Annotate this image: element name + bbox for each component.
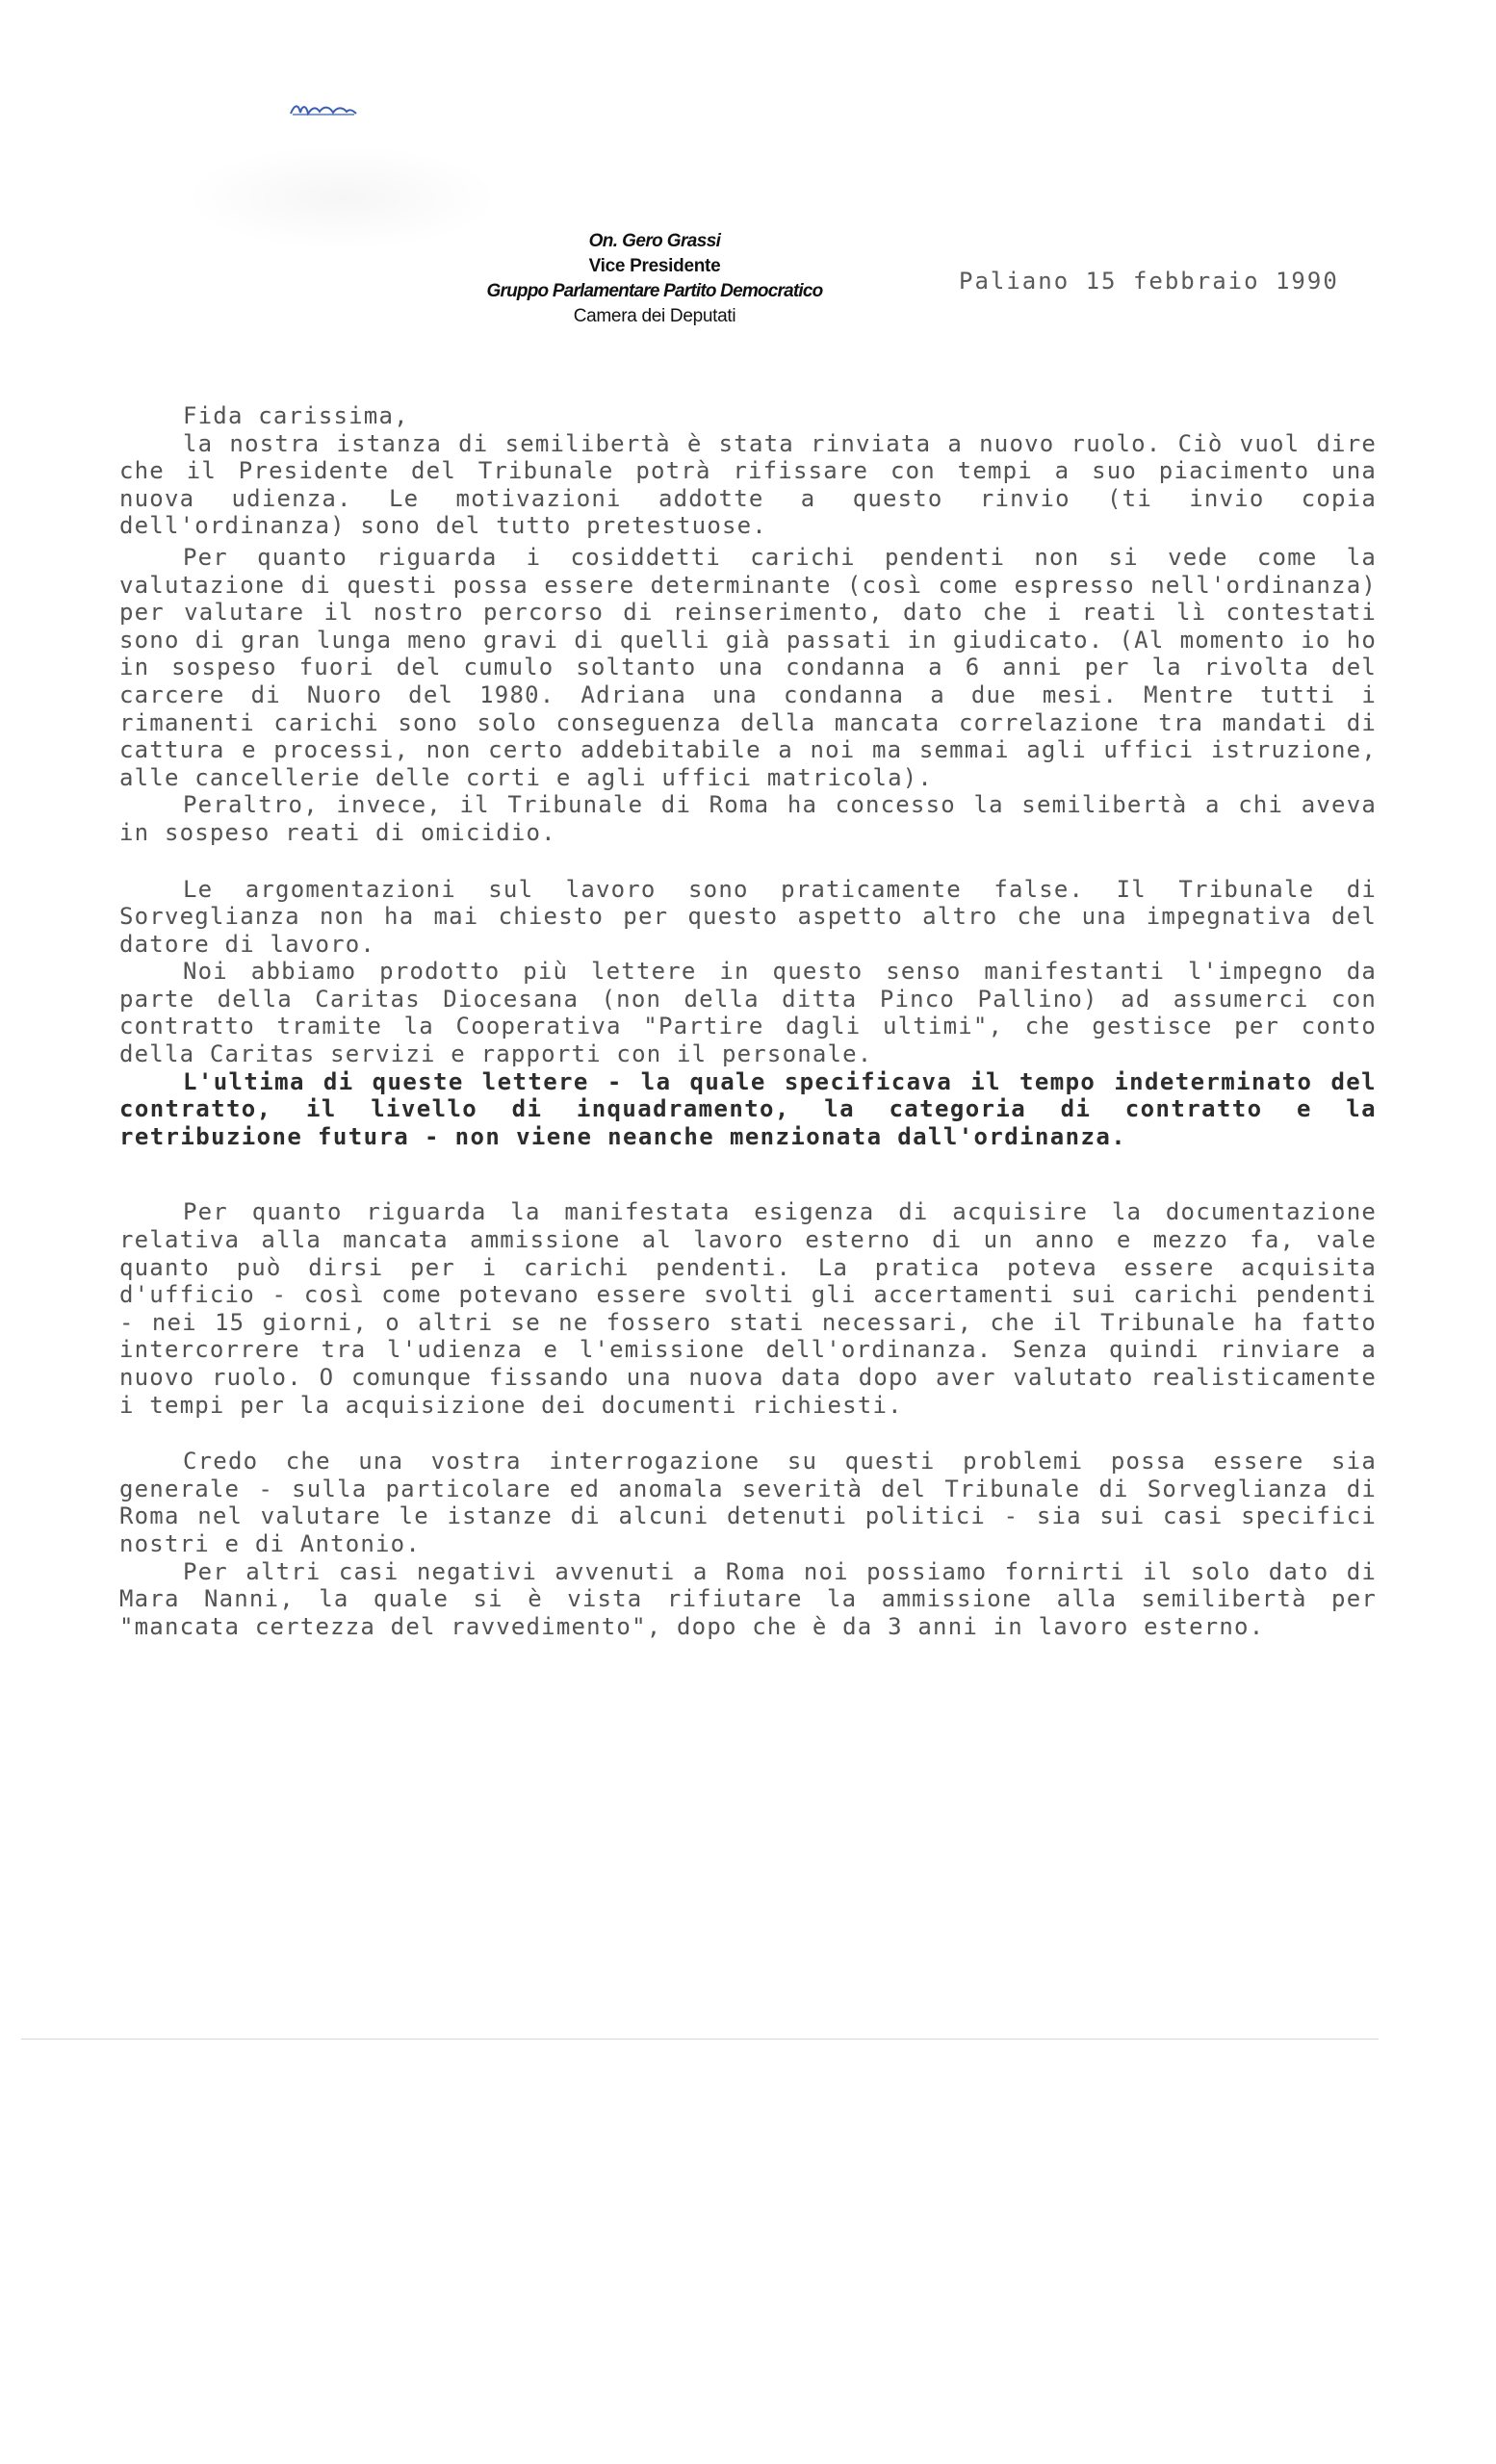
letterhead-name: On. Gero Grassi — [588, 231, 721, 251]
letter-paragraph: Noi abbiamo prodotto più lettere in questo senso manifestanti l'impegno da parte della Caritas Diocesana (non della ditta Pinco Pallino) ad assumerci con contratto tramite la Cooperativa "Partire dagli ultimi", che gestisce per conto della Caritas servizi e rapporti con il personale. — [119, 958, 1377, 1068]
letterhead-group: Gruppo Parlamentare Partito Democratico — [486, 281, 823, 301]
letter-paragraph-bold: L'ultima di queste lettere - la quale specificava il tempo indeterminato del contratto, il livello di inquadramento, la categoria di contratto e la retribuzione futura - non viene neanche menzionata dall'ordinanza. — [119, 1067, 1377, 1150]
letter-paragraph: la nostra istanza di semilibertà è stata rinviata a nuovo ruolo. Ciò vuol dire che il Presidente del Tribunale potrà rifissare con tempi a suo piacimento una nuova udienza. Le motivazioni addotte a questo rinvio (ti invio copia dell'ordinanza) sono del tutto pretestuose. — [119, 429, 1377, 540]
scan-edge-line — [21, 2039, 1379, 2040]
letter-paragraph: Per quanto riguarda i cosiddetti carichi pendenti non si vede come la valutazione di questi possa essere determinante (così come espresso nell'ordinanza) per valutare il nostro percorso di reinserimento, dato che i reati lì contestati sono di gran lunga meno gravi di quelli già passati in giudicato. (Al momento io ho in sospeso fuori del cumulo soltanto una condanna a 6 anni per la rivolta del carcere di Nuoro del 1980. Adriana una condanna a due mesi. Mentre tutti i rimanenti carichi sono solo conseguenza della mancata correlazione tra mandati di cattura e processi, non certo addebitabile a noi ma semmai agli uffici istruzione, alle cancellerie delle corti e agli uffici matricola). — [119, 543, 1377, 791]
letterhead — [366, 229, 943, 329]
ink-stamp-mark — [289, 100, 358, 117]
letter-paragraph: Per altri casi negativi avvenuti a Roma noi possiamo fornirti il solo dato di Mara Nanni, la quale si è vista rifiutare la ammissione alla semilibertà per "mancata certezza del ravvedimento", dopo che è da 3 anni in lavoro esterno. — [119, 1557, 1377, 1640]
letter-paragraph: Credo che una vostra interrogazione su questi problemi possa essere sia generale - sulla particolare ed anomala severità del Tribunale di Sorveglianza di Roma nel valutare le istanze di alcuni detenuti politici - sia sui casi specifici nostri e di Antonio. — [119, 1448, 1377, 1557]
letter-paragraph: Peraltro, invece, il Tribunale di Roma ha concesso la semilibertà a chi aveva in sospeso reati di omicidio. — [119, 791, 1377, 846]
letter-date: Paliano 15 febbraio 1990 — [959, 268, 1339, 295]
letter-salutation: Fida carissima, — [183, 402, 409, 429]
letterhead-house: Camera dei Deputati — [573, 306, 736, 326]
letter-paragraph: Per quanto riguarda la manifestata esigenza di acquisire la documentazione relativa alla mancata ammissione al lavoro esterno di un anno e mezzo fa, vale quanto può dirsi per i carichi pendenti. La pratica poteva essere acquisita d'ufficio - così come potevano essere svolti gli accertamenti sui carichi pendenti - nei 15 giorni, o altri se ne fossero stati necessari, che il Tribunale ha fatto intercorrere tra l'udienza e l'emissione dell'ordinanza. Senza quindi rinviare a nuovo ruolo. O comunque fissando una nuova data dopo aver valutato realisticamente i tempi per la acquisizione dei documenti richiesti. — [119, 1198, 1377, 1419]
letter-paragraph: Le argomentazioni sul lavoro sono praticamente false. Il Tribunale di Sorveglianza non ha mai chiesto per questo aspetto altro che una impegnativa del datore di lavoro. — [119, 875, 1377, 958]
letter-body — [119, 402, 1377, 1640]
letterhead-role: Vice Presidente — [588, 256, 721, 276]
